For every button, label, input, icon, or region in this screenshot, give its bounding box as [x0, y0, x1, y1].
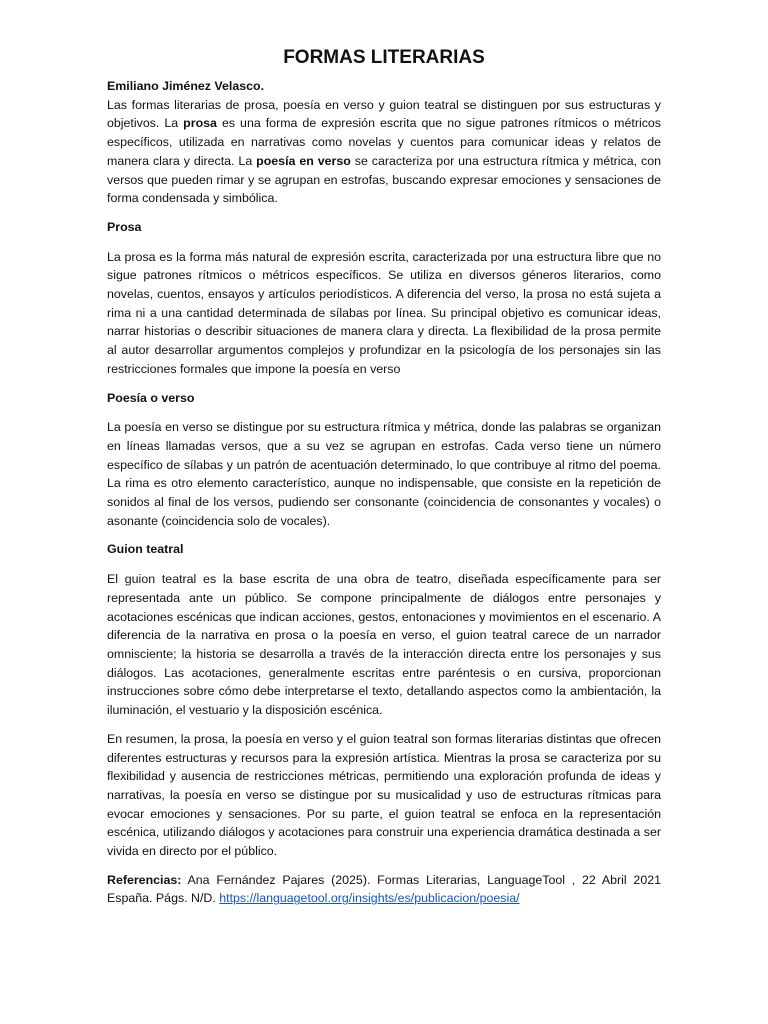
section-heading-guion: Guion teatral [107, 542, 184, 557]
references-text: Ana Fernández Pajares (2025). Formas Literarias, LanguageTool , 22 Abril 2021 España. Págs. N/D. [107, 872, 661, 906]
intro-bold-prosa: prosa [183, 116, 217, 131]
references-label: Referencias: [107, 872, 182, 887]
section-body-guion: El guion teatral es la base escrita de una obra de teatro, diseñada específicamente para ser representada ante un público. Se compone principalmente de diálogos entre personajes y acotaciones escénicas que indican acciones, gestos, entonaciones y movimientos en el escenario. A diferencia de la narrativa en prosa o la poesía en verso, el guion teatral carece de un narrador omnisciente; la historia se desarrolla a través de la interacción directa entre los personajes y sus diálogos. Las acotaciones, generalmente escritas entre paréntesis o en cursiva, proporcionan instrucciones sobre cómo debe interpretarse el texto, detallando aspectos como la ambientación, la iluminación, el vestuario y la disposición escénica. [107, 572, 661, 718]
intro-text: es una forma de expresión escrita que no sigue patrones rítmicos o métricos específicos, utilizada en narrativas como novelas y cuentos para comunicar ideas y relatos de manera clara y directa. La [107, 116, 661, 168]
intro-paragraph [107, 96, 661, 208]
document-title: FORMAS LITERARIAS [283, 47, 485, 68]
section-body-poesia: La poesía en verso se distingue por su estructura rítmica y métrica, donde las palabras se organizan en líneas llamadas versos, que a su vez se agrupan en estrofas. Cada verso tiene un número específico de sílabas y un patrón de acentuación determinado, lo que contribuye al ritmo del poema. La rima es otro elemento característico, aunque no indispensable, que consiste en la repetición de sonidos al final de los versos, pudiendo ser consonante (coincidencia de consonantes y vocales) o asonante (coincidencia solo de vocales). [107, 420, 661, 528]
references-paragraph [107, 871, 661, 908]
intro-bold-poesia: poesía en verso [256, 153, 351, 168]
reference-link[interactable]: https://languagetool.org/insights/es/publicacion/poesia/ [219, 891, 520, 906]
intro-text: Las formas literarias de prosa, poesía en verso y guion teatral se distinguen por sus estructuras y objetivos. La [107, 97, 661, 131]
author-name: Emiliano Jiménez Velasco. [107, 79, 265, 93]
section-heading-poesia: Poesía o verso [107, 390, 195, 405]
intro-text: se caracteriza por una estructura rítmica y métrica, con versos que pueden rimar y se agrupan en estrofas, buscando expresar emociones y sensaciones de forma condensada y simbólica. [107, 153, 661, 206]
section-heading-prosa: Prosa [107, 219, 142, 234]
conclusion-paragraph: En resumen, la prosa, la poesía en verso y el guion teatral son formas literarias distintas que ofrecen diferentes estructuras y recursos para la expresión artística. Mientras la prosa se caracteriza por su flexibilidad y ausencia de restricciones métricas, permitiendo una exploración profunda de ideas y narrativas, la poesía en verso se distingue por su musicalidad y uso de estructuras rítmicas para evocar emociones y sensaciones. Por su parte, el guion teatral se enfoca en la representación escénica, utilizando diálogos y acotaciones para construir una experiencia dramática destinada a ser vivida en directo por el público. [107, 731, 661, 859]
section-body-prosa: La prosa es la forma más natural de expresión escrita, caracterizada por una estructura libre que no sigue patrones rítmicos o métricos específicos. Se utiliza en diversos géneros literarios, como novelas, cuentos, ensayos y artículos periodísticos. A diferencia del verso, la prosa no está sujeta a rima ni a una cantidad determinada de sílabas por línea. Su principal objetivo es comunicar ideas, narrar historias o describir situaciones de manera clara y directa. La flexibilidad de la prosa permite al autor desarrollar argumentos complejos y profundizar en la psicología de los personajes sin las restricciones formales que impone la poesía en verso [107, 249, 661, 376]
document-page [107, 46, 661, 908]
